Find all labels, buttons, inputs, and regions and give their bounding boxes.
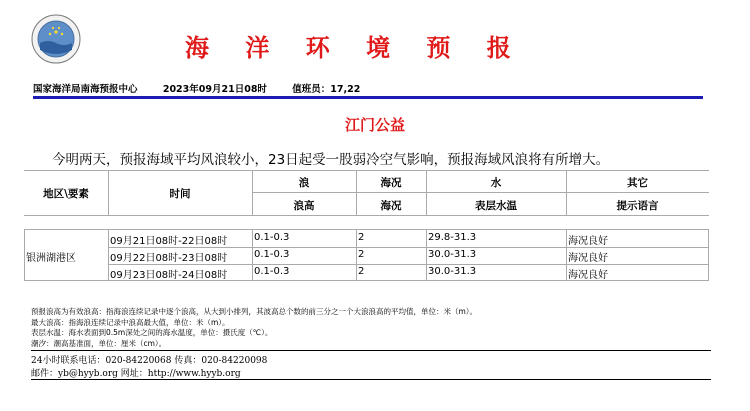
issue-time: 2023年09月21日08时 bbox=[162, 84, 267, 95]
header-tip: 提示语言 bbox=[616, 200, 659, 212]
table-border bbox=[24, 215, 709, 216]
row-tip: 海况良好 bbox=[568, 270, 608, 281]
header-water-group: 水 bbox=[490, 177, 502, 189]
table-border bbox=[426, 229, 427, 280]
header-sea-group: 海况 bbox=[380, 177, 402, 189]
header-wave-height: 浪高 bbox=[293, 200, 315, 212]
note-line: 潮汐：潮高基准面，单位：厘米（cm）。 bbox=[31, 338, 167, 348]
row-sea: 2 bbox=[358, 266, 365, 277]
row-time: 09月21日08时-22日08时 bbox=[110, 236, 228, 247]
header-wave-group: 浪 bbox=[298, 177, 310, 189]
header-time: 时间 bbox=[169, 188, 191, 200]
table-border bbox=[108, 247, 709, 248]
note-line: 预报浪高为有效浪高：指海浪连续记录中逐个浪高，从大到小排列，其波高总个数的前三分之一个大浪浪高的平均值，单位：米（m）。 bbox=[31, 307, 478, 316]
table-border bbox=[24, 170, 709, 171]
contact-divider bbox=[31, 350, 711, 351]
row-time: 09月22日08时-23日08时 bbox=[110, 253, 228, 264]
table-border bbox=[356, 229, 357, 280]
area-name: 银洲湖港区 bbox=[26, 253, 76, 264]
row-wave: 0.1-0.3 bbox=[254, 232, 290, 243]
table-border bbox=[252, 192, 709, 193]
row-wave: 0.1-0.3 bbox=[254, 266, 290, 277]
duty-officer: 值班员：17,22 bbox=[292, 84, 361, 95]
forecast-summary: 今明两天，预报海域平均风浪较小，23日起受一股弱冷空气影响，预报海域风浪将有所增大。 bbox=[52, 152, 610, 168]
contact-email: 邮件：yb@hyyb.org 网址：http://www.hyyb.org bbox=[31, 369, 241, 379]
table-border bbox=[108, 229, 109, 280]
note-line: 表层水温：海水表面到0.5m深处之间的海水温度，单位：摄氏度（℃）。 bbox=[31, 328, 273, 337]
issue-meta bbox=[33, 81, 360, 95]
agency-logo-icon bbox=[31, 14, 81, 64]
table-border bbox=[566, 229, 567, 280]
region-title: 江门公益 bbox=[344, 116, 405, 134]
row-wave: 0.1-0.3 bbox=[254, 249, 290, 260]
table-border bbox=[108, 264, 709, 265]
row-temp: 30.0-31.3 bbox=[428, 249, 477, 260]
row-tip: 海况良好 bbox=[568, 253, 608, 264]
row-time: 09月23日08时-24日08时 bbox=[110, 270, 228, 281]
agency-name: 国家海洋局南海预报中心 bbox=[33, 84, 138, 95]
table-border bbox=[252, 229, 253, 280]
row-sea: 2 bbox=[358, 232, 365, 243]
contact-divider bbox=[31, 379, 711, 380]
row-sea: 2 bbox=[358, 249, 365, 260]
header-other-group: 其它 bbox=[627, 177, 648, 189]
note-line: 最大浪高：指海浪连续记录中浪高最大值，单位：米（m）。 bbox=[31, 317, 230, 327]
page-title: 海 洋 环 境 预 报 bbox=[185, 33, 525, 62]
notes-block bbox=[31, 307, 477, 349]
header-sea-state: 海况 bbox=[380, 200, 402, 212]
header-region: 地区\要素 bbox=[43, 188, 89, 200]
table-border bbox=[24, 229, 25, 280]
contact-phone: 24小时联系电话：020-84220068 传真：020-84220098 bbox=[31, 356, 268, 366]
row-temp: 30.0-31.3 bbox=[428, 266, 477, 277]
header-water-temp: 表层水温 bbox=[475, 200, 517, 212]
row-tip: 海况良好 bbox=[568, 236, 608, 247]
row-temp: 29.8-31.3 bbox=[428, 232, 477, 243]
table-border bbox=[708, 229, 709, 280]
table-border bbox=[24, 229, 709, 230]
header-divider bbox=[33, 96, 703, 99]
